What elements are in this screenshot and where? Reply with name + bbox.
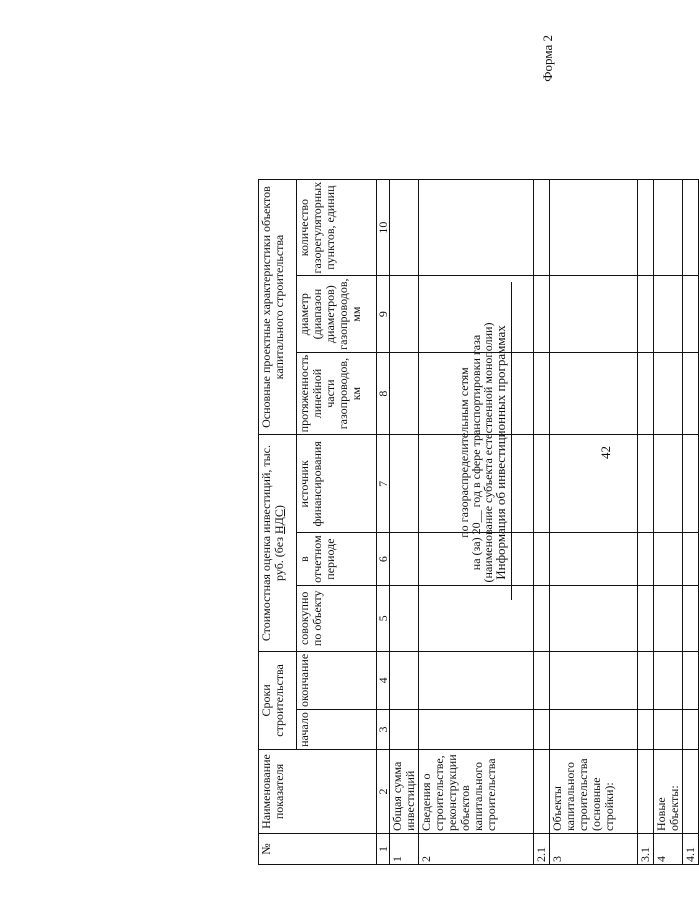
empty-cell <box>654 435 683 533</box>
empty-cell <box>550 710 638 750</box>
empty-cell <box>534 276 550 352</box>
empty-cell <box>390 533 419 585</box>
empty-cell <box>638 352 654 435</box>
empty-cell <box>654 533 683 585</box>
row-name <box>638 750 654 834</box>
empty-cell <box>654 651 683 709</box>
header-financing-source: источник финансирования <box>297 435 377 533</box>
row-name: Сведения о строительстве, реконструкции объектов капитального строительства <box>419 750 534 834</box>
row-number: 2.1 <box>534 834 550 865</box>
empty-cell <box>534 585 550 651</box>
empty-cell <box>419 276 534 352</box>
empty-cell <box>638 179 654 276</box>
header-characteristics-group: Основные проектные характеристики объектов капитального строительства <box>259 179 297 435</box>
row-name <box>534 750 550 834</box>
column-number: 7 <box>377 435 390 533</box>
header-in-reporting-period: в отчетном периоде <box>297 533 377 585</box>
header-terms: Сроки строительства <box>259 651 297 749</box>
empty-cell <box>419 585 534 651</box>
column-number: 5 <box>377 585 390 651</box>
empty-cell <box>638 276 654 352</box>
empty-cell <box>550 435 638 533</box>
row-number: 1 <box>390 834 419 865</box>
header-total-by-object: совокупно по объекту <box>297 585 377 651</box>
header-cost-group <box>259 435 297 651</box>
empty-cell <box>534 651 550 709</box>
table-row <box>654 179 683 864</box>
table-row <box>638 179 654 864</box>
table-row <box>419 179 534 864</box>
empty-cell <box>654 179 683 276</box>
empty-cell <box>683 533 699 585</box>
column-number: 3 <box>377 710 390 750</box>
empty-cell <box>638 435 654 533</box>
page-number: 42 <box>598 446 613 459</box>
row-number: 3.1 <box>638 834 654 865</box>
column-number: 6 <box>377 533 390 585</box>
empty-cell <box>654 276 683 352</box>
empty-cell <box>390 435 419 533</box>
subtitle-line-1: (наименование субъекта естественной монополии) <box>481 322 495 583</box>
header-grp-count: количество газорегуляторных пунктов, единиц <box>297 179 377 276</box>
empty-cell <box>654 585 683 651</box>
empty-cell <box>419 533 534 585</box>
empty-cell <box>419 710 534 750</box>
table-row <box>683 179 699 864</box>
empty-cell <box>683 651 699 709</box>
row-name: Объекты капитального строительства (основные стройки): <box>550 750 638 834</box>
subtitle-line-3: по газораспределительным сетям <box>457 367 471 538</box>
header-cost-group-text: Стоимостная оценка инвестиций, тыс. руб. (без НДС) <box>259 444 286 642</box>
empty-cell <box>419 435 534 533</box>
empty-cell <box>550 533 638 585</box>
empty-cell <box>390 352 419 435</box>
empty-cell <box>550 352 638 435</box>
header-length: протяженность линейной части газопроводов, км <box>297 352 377 435</box>
empty-cell <box>550 585 638 651</box>
empty-cell <box>683 179 699 276</box>
empty-cell <box>390 179 419 276</box>
header-end: окончание <box>297 651 377 709</box>
header-cost-group-underlined: НДС <box>272 509 286 535</box>
empty-cell <box>390 585 419 651</box>
empty-cell <box>683 352 699 435</box>
form-label: Форма 2 <box>540 35 555 82</box>
empty-cell <box>638 651 654 709</box>
empty-cell <box>534 533 550 585</box>
empty-cell <box>390 651 419 709</box>
empty-cell <box>683 710 699 750</box>
investment-table <box>258 179 699 865</box>
empty-cell <box>534 179 550 276</box>
empty-cell <box>419 352 534 435</box>
column-number: 2 <box>377 750 390 834</box>
empty-cell <box>534 352 550 435</box>
empty-cell <box>390 276 419 352</box>
row-name <box>683 750 699 834</box>
table-row <box>550 179 638 864</box>
column-number: 1 <box>377 834 390 865</box>
empty-cell <box>550 276 638 352</box>
header-diameter: диаметр (диапазон диаметров) газопроводов, мм <box>297 276 377 352</box>
empty-cell <box>419 651 534 709</box>
empty-cell <box>638 533 654 585</box>
row-name: Новые объекты: <box>654 750 683 834</box>
row-number: 4.1 <box>683 834 699 865</box>
empty-cell <box>638 710 654 750</box>
empty-cell <box>638 585 654 651</box>
column-number: 8 <box>377 352 390 435</box>
column-number: 9 <box>377 276 390 352</box>
header-name: Наименование показателя <box>259 750 377 834</box>
empty-cell <box>419 179 534 276</box>
row-name: Общая сумма инвестиций <box>390 750 419 834</box>
empty-cell <box>654 352 683 435</box>
row-number: 4 <box>654 834 683 865</box>
header-num: № <box>259 834 377 865</box>
document-title: Информация об инвестиционных программах <box>493 325 508 580</box>
column-number: 4 <box>377 651 390 709</box>
empty-cell <box>550 651 638 709</box>
table-row <box>390 179 419 864</box>
empty-cell <box>683 276 699 352</box>
column-number: 10 <box>377 179 390 276</box>
row-number: 3 <box>550 834 638 865</box>
column-number-row <box>377 179 390 864</box>
empty-cell <box>534 435 550 533</box>
empty-cell <box>654 710 683 750</box>
empty-cell <box>550 179 638 276</box>
empty-cell <box>390 710 419 750</box>
empty-cell <box>683 435 699 533</box>
row-number: 2 <box>419 834 534 865</box>
empty-cell <box>683 585 699 651</box>
empty-cell <box>534 710 550 750</box>
header-start: начало <box>297 710 377 750</box>
subtitle-line-2: на (за) 20__ год в сфере транспортировки газа <box>469 334 483 571</box>
table-row <box>534 179 550 864</box>
